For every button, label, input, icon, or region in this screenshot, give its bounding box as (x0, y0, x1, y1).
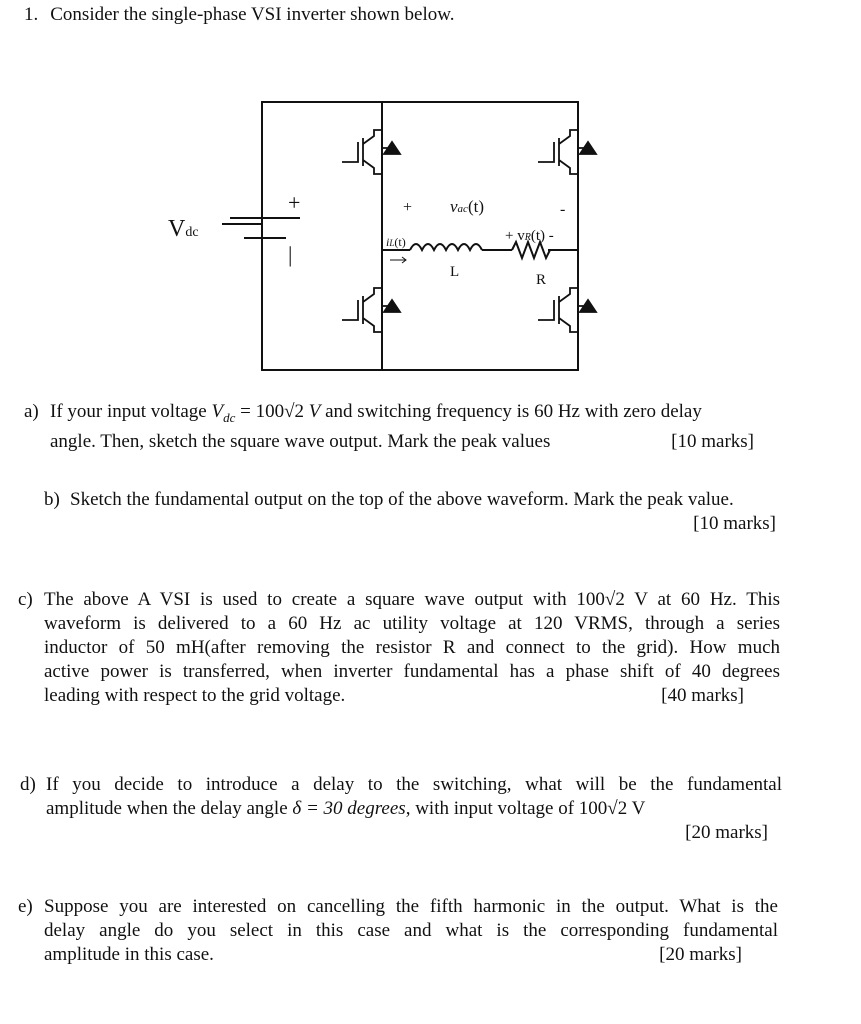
il-label: iL(t) (386, 235, 406, 249)
part-e-line-1: Suppose you are interested on cancelling the fifth harmonic in the output. What is the (44, 896, 778, 917)
vsi-circuit-diagram (160, 90, 620, 380)
source-plus: + (288, 190, 301, 215)
part-c-line-3: inductor of 50 mH(after removing the resistor R and connect to the grid). How much (44, 637, 780, 658)
part-c-line-2: waveform is delivered to a 60 Hz ac utility voltage at 120 VRMS, through a series (44, 613, 780, 634)
source-label: Vdc (168, 216, 199, 242)
vac-label: vac(t) (450, 197, 484, 216)
part-e-line-3: amplitude in this case. [20 marks] (44, 944, 742, 965)
part-b-marks: [10 marks] (693, 513, 776, 534)
part-c (18, 588, 780, 708)
part-c-line-4: active power is transferred, when inverter fundamental has a phase shift of 40 degrees (44, 661, 780, 682)
part-d-line-1: If you decide to introduce a delay to the switching, what will be the fundamental (46, 774, 782, 795)
part-a (24, 400, 788, 454)
part-d (20, 773, 782, 845)
switch-bottom-right (538, 288, 596, 332)
part-e-marks: [20 marks] (659, 944, 742, 965)
part-a-line-2: angle. Then, sketch the square wave output. Mark the peak values [10 marks] (50, 430, 754, 452)
vac-minus: - (560, 201, 566, 218)
part-b (44, 488, 786, 536)
part-d-marks: [20 marks] (685, 822, 768, 843)
vr-label: + vR(t) - (505, 228, 554, 244)
part-b-label: b) (44, 489, 60, 510)
part-a-marks: [10 marks] (671, 430, 754, 452)
switch-bottom-left (342, 288, 400, 332)
part-c-line-5: leading with respect to the grid voltage. [40 marks] (44, 685, 744, 706)
resistor-zigzag (512, 242, 550, 258)
inductor-label: L (450, 264, 460, 280)
part-c-line-1: The above A VSI is used to create a square wave output with 100√2 V at 60 Hz. This (44, 589, 780, 610)
vac-plus: + (403, 199, 413, 216)
part-a-line-1: If your input voltage $V_{dc} = 100√2$ V and switching frequency is 60 Hz with zero delay (50, 401, 702, 425)
question-title (24, 4, 454, 26)
part-c-label: c) (18, 589, 33, 610)
switch-top-left (342, 130, 400, 174)
part-b-line-1: Sketch the fundamental output on the top of the above waveform. Mark the peak value. (70, 489, 734, 510)
resistor-label: R (536, 272, 547, 288)
part-c-marks: [40 marks] (661, 685, 744, 706)
question-number: 1. (24, 4, 39, 25)
part-a-label: a) (24, 401, 39, 422)
inductor-coil (410, 244, 482, 250)
source-minus: | (288, 242, 293, 267)
question-text: Consider the single-phase VSI inverter shown below. (50, 4, 455, 25)
part-e-line-2: delay angle do you select in this case and what is the corresponding fundamental (44, 920, 778, 941)
part-d-line-2: amplitude when the delay angle δ = 30 degrees, with input voltage of 100√2 V (46, 798, 646, 819)
part-e (18, 895, 778, 967)
part-e-label: e) (18, 896, 33, 917)
switch-top-right (538, 130, 596, 174)
part-d-label: d) (20, 774, 36, 795)
